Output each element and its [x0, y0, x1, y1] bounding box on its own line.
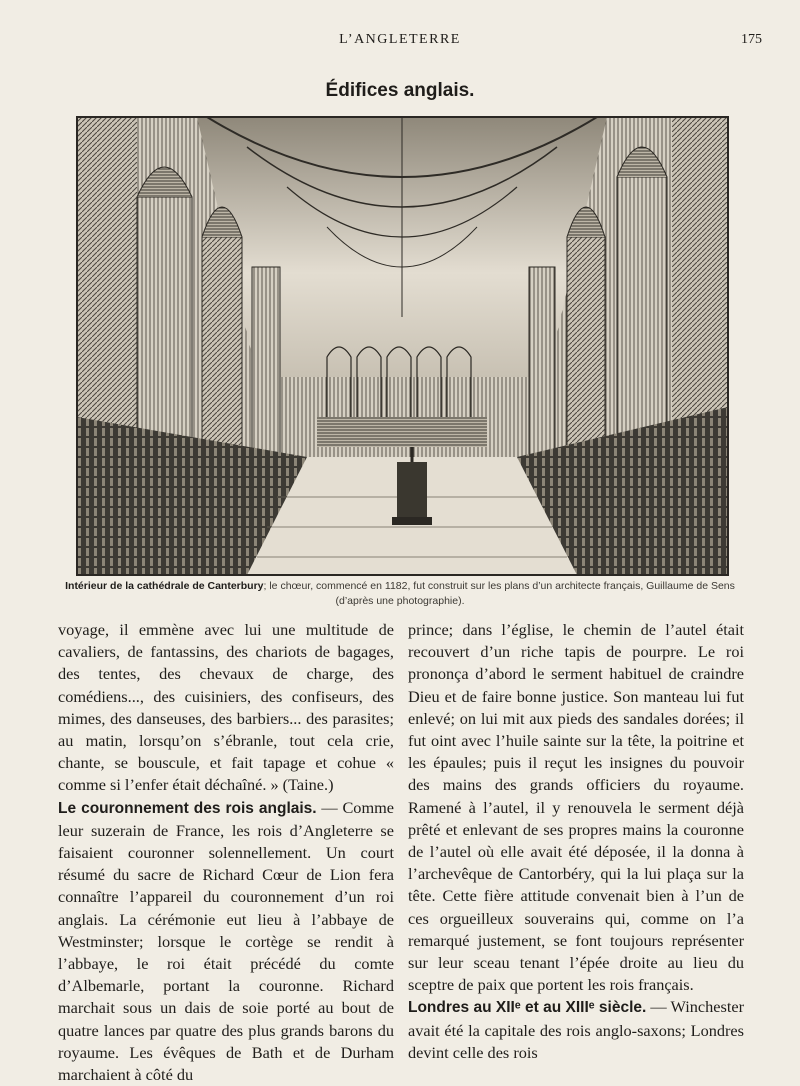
paragraph-text: — Comme leur suzerain de France, les rois d’Angleterre se faisaient couronner solennellement. Un court résumé du sacre de Richard Cœur de Lion fera connaître l’appareil du couronnement d’un roi anglais. La cérémonie eut lieu à l’abbaye de Westminster; lorsque le cortège se rendit à l’abbaye, le roi était précédé du comte d’Albemarle, portant la couronne. Richard marchait sous un dais de soie porté au bout de quatre lances par quatre des plus grands barons du royaume. Les évêques de Bath et de Durham marchaient à côté du: [58, 797, 395, 1085]
paragraph: [408, 996, 744, 1064]
section-rubric: Londres au XIIᵉ et au XIIIᵉ siècle.: [408, 999, 647, 1017]
cathedral-engraving: [76, 116, 729, 576]
section-title: Édifices anglais.: [325, 80, 475, 101]
caption-text: ; le chœur, commencé en 1182, fut construit sur les plans d’un architecte français, Guillaume de Sens (d’après une photographie).: [263, 580, 735, 607]
paragraph: [58, 797, 394, 1086]
text-column-right: [408, 619, 744, 1064]
figure-caption: [60, 579, 740, 609]
paragraph-text: voyage, il emmène avec lui une multitude de cavaliers, de fantassins, des chariots de bagages, des tentes, des chevaux de charge, des comédiens..., des cuisiniers, des confiseurs, des mimes, des danseuses, des barbiers... des parasites; au matin, lorsqu’on s’ébranle, tout cela crie, chante, se bouscule, et fait tapage et cohue « comme si l’enfer était déchaîné. » (Taine.): [58, 620, 394, 795]
paragraph: [408, 619, 744, 996]
paragraph-text: — Winchester avait été la capitale des rois anglo-saxons; Londres devint celle des rois: [408, 997, 744, 1062]
paragraph-text: prince; dans l’église, le chemin de l’autel était recouvert d’un riche tapis de pourpre. Le roi prononça d’abord le serment habituel de craindre Dieu et de faire bonne justice. Son manteau lui fut enlevé; on lui mit aux pieds des sandales dorées; il fut oint avec l’huile sainte sur la tête, la poitrine et les épaules; puis il reçut les insignes du pouvoir des mains des grands officiers du royaume. Ramené à l’autel, il y renouvela le serment déjà prêté et enlevant de ses propres mains la couronne de l’autel où elle avait été déposée, il la donna à l’archevêque de Cantorbéry, qui la lui plaça sur la tête. Cette fière attitude convenait bien à l’un de ces orgueilleux souverains qui, comme on l’a remarqué justement, se font toujours représenter sur leur sceau tenant l’épée droite au lieu du sceptre de paix que portent les rois français.: [408, 620, 744, 995]
page-number: 175: [741, 32, 762, 47]
paragraph: [58, 619, 394, 797]
caption-title: Intérieur de la cathédrale de Canterbury: [65, 580, 264, 592]
running-head: L’ANGLETERRE: [339, 32, 461, 47]
text-column-left: [58, 619, 394, 1086]
cathedral-interior-illustration: [77, 117, 728, 575]
section-rubric: Le couronnement des rois anglais.: [58, 799, 317, 817]
